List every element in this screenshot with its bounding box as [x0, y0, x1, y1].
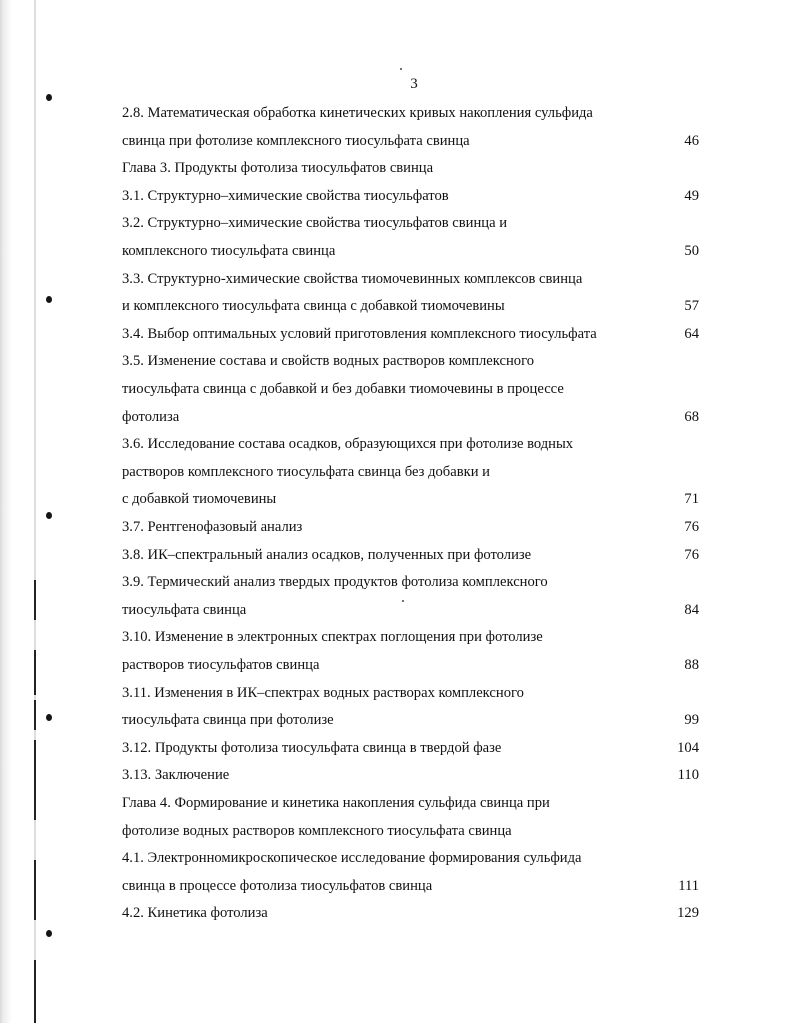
- toc-entry-text: 3.2. Структурно–химические свойства тиосульфатов свинца и: [122, 215, 508, 232]
- toc-entry-text: 3.7. Рентгенофазовый анализ: [122, 519, 303, 535]
- toc-entry-text: тиосульфата свинца с добавкой и без добавки тиомочевины в процессе: [122, 381, 564, 397]
- toc-entry-text: 3.13. Заключение: [122, 767, 230, 784]
- toc-entry-text: 4.1. Электронномикроскопическое исследование формирования сульфида: [122, 850, 582, 867]
- toc-line: [0, 131, 791, 151]
- toc-line: [0, 683, 791, 703]
- scan-mark: [34, 960, 36, 1023]
- toc-entry-text: тиосульфата свинца при фотолизе: [122, 712, 334, 729]
- toc-line: [0, 655, 791, 675]
- toc-entry-text: растворов комплексного тиосульфата свинца без добавки и: [122, 463, 490, 480]
- toc-entry-text: Глава 4. Формирование и кинетика накопления сульфида свинца при: [122, 795, 550, 811]
- punch-hole-mark: [46, 94, 52, 101]
- toc-entry-text: фотолиза: [122, 408, 180, 425]
- toc-line: [0, 600, 791, 620]
- toc-line: [0, 462, 791, 482]
- toc-line: [0, 627, 791, 647]
- toc-page-number: 46: [684, 132, 699, 149]
- scan-speck: [400, 68, 402, 70]
- toc-line: [0, 545, 791, 565]
- toc-page-number: 99: [684, 712, 699, 729]
- toc-page-number: 50: [684, 243, 699, 259]
- toc-line: [0, 241, 791, 261]
- toc-line: [0, 903, 791, 923]
- toc-page-number: 76: [684, 519, 699, 535]
- toc-entry-text: 4.2. Кинетика фотолиза: [122, 905, 268, 922]
- toc-line: [0, 434, 791, 454]
- toc-line: [0, 489, 791, 509]
- toc-entry-text: растворов тиосульфатов свинца: [122, 657, 320, 673]
- toc-entry-text: 3.4. Выбор оптимальных условий приготовления комплексного тиосульфата: [122, 325, 597, 342]
- toc-entry-text: 3.9. Термический анализ твердых продуктов фотолиза комплексного: [122, 574, 548, 591]
- toc-page-number: 104: [677, 739, 699, 756]
- toc-line: [0, 351, 791, 371]
- toc-page-number: 57: [684, 298, 699, 315]
- toc-line: [0, 572, 791, 592]
- toc-page-number: 129: [677, 905, 699, 922]
- toc-line: [0, 821, 791, 841]
- toc-line: [0, 324, 791, 344]
- page-number: 3: [410, 76, 418, 92]
- toc-entry-text: 3.12. Продукты фотолиза тиосульфата свинца в твердой фазе: [122, 739, 502, 756]
- scan-edge-shadow: [0, 0, 28, 1023]
- toc-page-number: 68: [684, 408, 699, 425]
- toc-entry-text: с добавкой тиомочевины: [122, 491, 277, 508]
- toc-entry-text: 3.1. Структурно–химические свойства тиосульфатов: [122, 187, 449, 204]
- toc-entry-text: и комплексного тиосульфата свинца с добавкой тиомочевины: [122, 298, 505, 315]
- toc-line: [0, 269, 791, 289]
- toc-page-number: 76: [684, 546, 699, 563]
- toc-entry-text: комплексного тиосульфата свинца: [122, 243, 336, 259]
- toc-page-number: 111: [678, 877, 699, 894]
- toc-entry-text: Глава 3. Продукты фотолиза тиосульфатов свинца: [122, 160, 434, 177]
- toc-line: [0, 158, 791, 178]
- toc-page-number: 88: [684, 657, 699, 673]
- toc-entry-text: 3.11. Изменения в ИК–спектрах водных растворах комплексного: [122, 684, 524, 701]
- toc-line: [0, 848, 791, 868]
- toc-entry-text: свинца при фотолизе комплексного тиосульфата свинца: [122, 132, 470, 149]
- toc-line: [0, 186, 791, 206]
- toc-entry-text: тиосульфата свинца: [122, 601, 247, 618]
- punch-hole-mark: [46, 930, 52, 937]
- toc-entry-text: 2.8. Математическая обработка кинетических кривых накопления сульфида: [122, 105, 593, 121]
- toc-entry-text: 3.8. ИК–спектральный анализ осадков, полученных при фотолизе: [122, 546, 532, 563]
- toc-line: [0, 407, 791, 427]
- toc-line: [0, 296, 791, 316]
- toc-page-number: 71: [684, 491, 699, 508]
- toc-entry-text: фотолизе водных растворов комплексного тиосульфата свинца: [122, 822, 512, 839]
- toc-line: [0, 517, 791, 537]
- toc-line: [0, 738, 791, 758]
- toc-line: [0, 213, 791, 233]
- toc-entry-text: 3.10. Изменение в электронных спектрах поглощения при фотолизе: [122, 629, 543, 646]
- toc-entry-text: свинца в процессе фотолиза тиосульфатов свинца: [122, 877, 433, 894]
- toc-line: [0, 710, 791, 730]
- toc-page-number: 49: [684, 187, 699, 204]
- toc-line: [0, 379, 791, 399]
- toc-entry-text: 3.3. Структурно-химические свойства тиомочевинных комплексов свинца: [122, 270, 583, 287]
- toc-entry-text: 3.6. Исследование состава осадков, образующихся при фотолизе водных: [122, 436, 574, 453]
- toc-page-number: 84: [684, 601, 699, 618]
- toc-page-number: 64: [684, 325, 699, 342]
- toc-line: [0, 103, 791, 123]
- toc-entry-text: 3.5. Изменение состава и свойств водных растворов комплексного: [122, 353, 534, 370]
- toc-line: [0, 876, 791, 896]
- toc-line: [0, 793, 791, 813]
- toc-page-number: 110: [677, 767, 699, 784]
- toc-line: [0, 765, 791, 785]
